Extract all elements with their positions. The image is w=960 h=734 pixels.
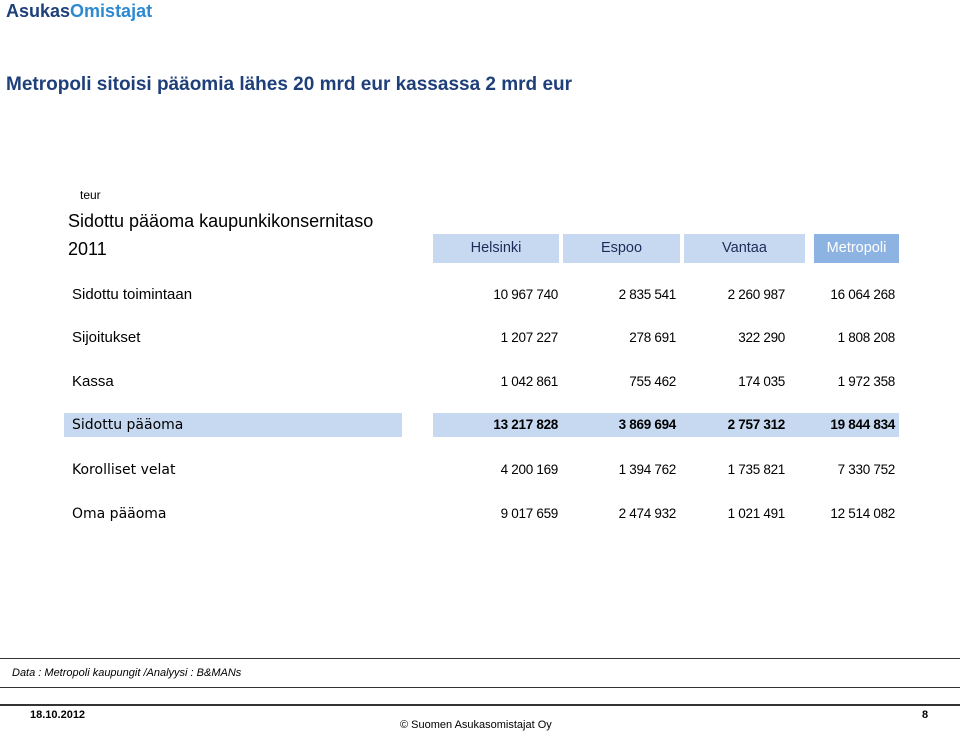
table-row (0, 283, 960, 307)
cell-espoo: 2 835 541 (618, 287, 676, 302)
row-label: Kassa (72, 373, 114, 390)
logo (6, 1, 152, 22)
footer-copyright: © Suomen Asukasomistajat Oy (400, 719, 552, 731)
cell-vantaa: 1 735 821 (727, 462, 785, 477)
cell-vantaa: 174 035 (738, 374, 785, 389)
cell-helsinki: 10 967 740 (493, 287, 558, 302)
column-header-metropoli: Metropoli (814, 234, 899, 263)
cell-espoo: 3 869 694 (618, 417, 676, 432)
cell-vantaa: 1 021 491 (727, 506, 785, 521)
cell-helsinki: 4 200 169 (500, 462, 558, 477)
logo-part1: Asukas (6, 1, 71, 21)
unit-label: teur (80, 188, 101, 202)
cell-metropoli: 1 808 208 (837, 330, 895, 345)
logo-part2: Omistajat (70, 1, 153, 21)
cell-metropoli: 7 330 752 (837, 462, 895, 477)
row-label: Sijoitukset (72, 329, 141, 346)
table-row-total (0, 413, 960, 437)
cell-vantaa: 2 260 987 (727, 287, 785, 302)
cell-espoo: 755 462 (629, 374, 676, 389)
column-header-helsinki: Helsinki (433, 234, 559, 263)
cell-metropoli: 16 064 268 (830, 287, 895, 302)
footer-divider (0, 704, 960, 706)
cell-vantaa: 322 290 (738, 330, 785, 345)
row-label: Sidottu toimintaan (72, 286, 193, 303)
cell-helsinki: 1 042 861 (500, 374, 558, 389)
column-header-vantaa: Vantaa (684, 234, 805, 263)
table-row (0, 370, 960, 394)
column-header-espoo: Espoo (563, 234, 680, 263)
cell-espoo: 2 474 932 (618, 506, 676, 521)
footer-date: 18.10.2012 (30, 709, 86, 721)
divider (0, 658, 960, 659)
table-row (0, 326, 960, 350)
cell-helsinki: 1 207 227 (500, 330, 558, 345)
cell-metropoli: 1 972 358 (837, 374, 895, 389)
page-number: 8 (922, 709, 929, 721)
cell-espoo: 1 394 762 (618, 462, 676, 477)
page-title: Metropoli sitoisi pääomia lähes 20 mrd eur kassassa 2 mrd eur (6, 74, 573, 95)
cell-helsinki: 13 217 828 (493, 417, 558, 432)
table-year: 2011 (68, 239, 107, 259)
source-note: Data : Metropoli kaupungit /Analyysi : B&MANs (12, 667, 242, 679)
table-title: Sidottu pääoma kaupunkikonsernitaso (68, 211, 374, 231)
cell-helsinki: 9 017 659 (500, 506, 558, 521)
row-label: Sidottu pääoma (72, 417, 184, 433)
row-label: Oma pääoma (72, 506, 167, 522)
table-row (0, 458, 960, 482)
cell-vantaa: 2 757 312 (727, 417, 785, 432)
cell-espoo: 278 691 (629, 330, 676, 345)
cell-metropoli: 19 844 834 (830, 417, 895, 432)
divider (0, 687, 960, 688)
cell-metropoli: 12 514 082 (830, 506, 895, 521)
table-row (0, 502, 960, 526)
row-label: Korolliset velat (72, 462, 176, 478)
